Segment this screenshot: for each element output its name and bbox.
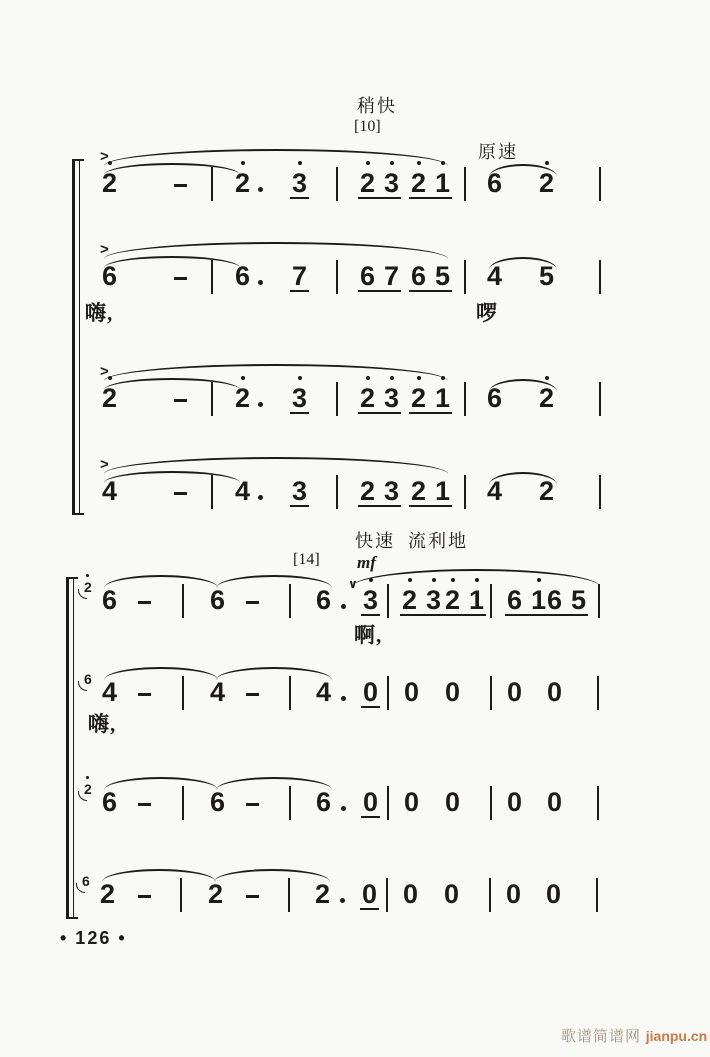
barline (182, 584, 184, 618)
note-digit: 1 (435, 385, 450, 412)
note (316, 789, 331, 816)
note-digit: 1 (531, 587, 546, 614)
note (409, 263, 452, 292)
note (361, 679, 380, 708)
note-digit: 6 (102, 787, 118, 817)
slur-icon (104, 667, 218, 680)
note (445, 679, 460, 706)
note-digit: 0 (445, 677, 461, 707)
rehearsal-mark: [10] (354, 118, 381, 135)
note (315, 881, 330, 908)
barline (490, 786, 492, 820)
note (400, 587, 443, 616)
note-digit: 0 (547, 677, 563, 707)
watermark-site-name: 歌谱简谱网 (561, 1029, 646, 1045)
note-digit: 2 (445, 587, 460, 614)
barline (464, 475, 466, 509)
note-digit: 6 (102, 261, 118, 291)
note-digit: 6 (487, 168, 503, 198)
note-digit: 5 (435, 261, 451, 291)
barline (336, 260, 338, 294)
note-digit: 0 (546, 879, 562, 909)
note-digit: 2 (539, 170, 554, 197)
note (208, 881, 223, 908)
duration-dash (246, 693, 259, 696)
duration-dash (174, 492, 187, 495)
note-digit: 3 (384, 476, 400, 506)
note-digit: 2 (411, 170, 426, 197)
note (316, 587, 331, 614)
note-digit: 0 (507, 677, 523, 707)
grace-note (84, 782, 92, 796)
duration-dash (246, 601, 259, 604)
slur-icon (489, 379, 557, 392)
augmentation-dot-icon (258, 495, 263, 500)
note-digit: 4 (210, 677, 226, 707)
octave-dot-icon (545, 376, 549, 380)
barline (490, 676, 492, 710)
barline (386, 878, 388, 912)
slur-icon (216, 777, 332, 790)
note-digit: 6 (411, 261, 427, 291)
note-digit: 0 (507, 787, 523, 817)
note-digit: 1 (435, 476, 451, 506)
slur-icon (104, 777, 218, 790)
note-digit: 3 (292, 476, 308, 506)
note (358, 385, 401, 414)
duration-dash (174, 277, 187, 280)
note-digit: 4 (316, 677, 332, 707)
grace-note (84, 672, 92, 686)
barline (599, 475, 601, 509)
note (547, 789, 562, 816)
note-digit: 6 (316, 787, 332, 817)
barline (599, 167, 601, 201)
barline (464, 382, 466, 416)
note (409, 385, 452, 414)
augmentation-dot-icon (258, 280, 263, 285)
note-digit: 0 (363, 677, 379, 707)
note-digit: 7 (384, 261, 400, 291)
grace-digit: 2 (84, 580, 92, 594)
octave-dot-icon (545, 161, 549, 165)
note-digit: 4 (487, 476, 503, 506)
note-digit: 4 (487, 261, 503, 291)
note-digit: 0 (363, 787, 379, 817)
duration-dash (138, 601, 151, 604)
note-digit: 3 (426, 587, 441, 614)
duration-dash (138, 693, 151, 696)
octave-dot-icon (86, 776, 89, 779)
note-digit: 0 (404, 787, 420, 817)
note (443, 587, 486, 616)
note-digit: 3 (384, 170, 399, 197)
barline (596, 878, 598, 912)
note (507, 679, 522, 706)
note (547, 679, 562, 706)
note-digit: 2 (235, 170, 250, 197)
note-digit: 0 (445, 787, 461, 817)
note (546, 881, 561, 908)
lyric-text: 嗨, (85, 301, 114, 325)
barline (387, 584, 389, 618)
note-digit: 2 (402, 587, 417, 614)
note-digit: 6 (487, 383, 503, 413)
note-digit: 1 (469, 587, 484, 614)
barline (336, 167, 338, 201)
slur-icon (216, 575, 332, 588)
slur-icon (489, 257, 557, 270)
grace-slur-icon (78, 589, 87, 599)
note-digit: 6 (102, 585, 118, 615)
note-digit: 2 (539, 476, 555, 506)
note (404, 789, 419, 816)
note (100, 881, 115, 908)
note-digit: 7 (292, 261, 308, 291)
note-digit: 2 (411, 385, 426, 412)
grace-digit: 6 (84, 671, 92, 687)
barline (182, 786, 184, 820)
duration-dash (138, 803, 151, 806)
barline (464, 260, 466, 294)
barline (387, 786, 389, 820)
watermark (561, 1029, 707, 1045)
note-digit: 2 (102, 385, 117, 412)
augmentation-dot-icon (340, 898, 345, 903)
barline (464, 167, 466, 201)
barline (288, 878, 290, 912)
duration-dash (138, 895, 151, 898)
note-digit: 2 (102, 170, 117, 197)
note (210, 587, 225, 614)
note (361, 587, 380, 616)
note-digit: 3 (292, 385, 307, 412)
lyric-text: 嗨, (88, 712, 117, 736)
note (290, 385, 309, 414)
note (361, 789, 380, 818)
note-digit: 2 (235, 385, 250, 412)
grace-note (82, 874, 90, 888)
rehearsal-mark: [14] (293, 551, 320, 568)
note-digit: 0 (403, 879, 419, 909)
note-digit: 5 (571, 585, 587, 615)
watermark-url: jianpu.cn (645, 1028, 708, 1044)
barline (598, 584, 600, 618)
note-digit: 0 (404, 677, 420, 707)
note (102, 679, 117, 706)
barline (597, 786, 599, 820)
note (506, 881, 521, 908)
barline (599, 382, 601, 416)
note-digit: 3 (384, 385, 399, 412)
slur-icon (216, 667, 332, 680)
note-digit: 6 (360, 261, 376, 291)
note (505, 587, 548, 616)
note-digit: 4 (102, 677, 118, 707)
note-digit: 0 (547, 787, 563, 817)
note-digit: 6 (210, 585, 226, 615)
barline (180, 878, 182, 912)
augmentation-dot-icon (341, 604, 346, 609)
note-digit: 6 (316, 585, 332, 615)
note (102, 789, 117, 816)
note-digit: 5 (539, 261, 555, 291)
augmentation-dot-icon (258, 402, 263, 407)
note-digit: 6 (507, 585, 523, 615)
duration-dash (174, 184, 187, 187)
tempo-marking: 稍快 (357, 96, 397, 116)
slur-icon (352, 569, 600, 587)
note (409, 170, 452, 199)
note-digit: 2 (208, 879, 224, 909)
barline (490, 584, 492, 618)
accent-icon: > (100, 363, 109, 380)
slur-icon (102, 869, 216, 882)
accent-icon: > (100, 456, 109, 473)
augmentation-dot-icon (341, 696, 346, 701)
note-digit: 2 (360, 476, 376, 506)
note (316, 679, 331, 706)
grace-slur-icon (76, 883, 85, 893)
note (404, 679, 419, 706)
page-number: • 126 • (60, 928, 127, 948)
lyric-text: 啰 (476, 301, 498, 325)
note (507, 789, 522, 816)
note-digit: 0 (362, 879, 378, 909)
note-digit: 3 (292, 170, 307, 197)
note-digit: 0 (506, 879, 522, 909)
note (102, 587, 117, 614)
note-digit: 2 (539, 385, 554, 412)
note (403, 881, 418, 908)
tempo-marking: 原速 (478, 142, 518, 162)
note (210, 679, 225, 706)
augmentation-dot-icon (258, 187, 263, 192)
barline (289, 676, 291, 710)
dynamic-marking: mf (357, 553, 376, 572)
system-bracket-icon (66, 579, 74, 917)
note-digit: 4 (235, 476, 251, 506)
barline (289, 786, 291, 820)
note (290, 263, 309, 292)
breath-mark-icon: ∨ (348, 577, 358, 591)
note (358, 263, 401, 292)
accent-icon: > (100, 241, 109, 258)
barline (182, 676, 184, 710)
note-digit: 2 (315, 879, 331, 909)
barline (597, 676, 599, 710)
grace-slur-icon (78, 791, 87, 801)
note (210, 789, 225, 816)
accent-icon: > (100, 148, 109, 165)
note-digit: 2 (360, 385, 375, 412)
barline (289, 584, 291, 618)
barline (489, 878, 491, 912)
note-digit: 6 (235, 261, 251, 291)
note (290, 478, 309, 507)
note (360, 881, 379, 910)
note-digit: 2 (411, 476, 427, 506)
slur-icon (104, 575, 218, 588)
note (358, 170, 401, 199)
note (358, 478, 401, 507)
note (445, 789, 460, 816)
note-digit: 3 (363, 587, 378, 614)
barline (336, 475, 338, 509)
duration-dash (174, 399, 187, 402)
note (545, 587, 588, 616)
note (290, 170, 309, 199)
note-digit: 4 (102, 476, 118, 506)
octave-dot-icon (86, 574, 89, 577)
barline (599, 260, 601, 294)
note-digit: 1 (435, 170, 450, 197)
barline (336, 382, 338, 416)
duration-dash (246, 895, 259, 898)
slur-icon (489, 164, 557, 177)
note-digit: 2 (100, 879, 116, 909)
lyric-text: 啊, (354, 623, 383, 647)
note-digit: 6 (547, 585, 563, 615)
note (444, 881, 459, 908)
note-digit: 0 (444, 879, 460, 909)
slur-icon (214, 869, 330, 882)
barline (387, 676, 389, 710)
augmentation-dot-icon (341, 806, 346, 811)
grace-digit: 2 (84, 782, 92, 796)
note (409, 478, 452, 507)
duration-dash (246, 803, 259, 806)
grace-note (84, 580, 92, 594)
system-bracket-icon (72, 161, 80, 513)
note-digit: 2 (360, 170, 375, 197)
tempo-marking: 快速 流利地 (355, 531, 468, 551)
grace-digit: 6 (82, 873, 90, 889)
note-digit: 6 (210, 787, 226, 817)
grace-slur-icon (78, 681, 87, 691)
slur-icon (489, 472, 557, 485)
